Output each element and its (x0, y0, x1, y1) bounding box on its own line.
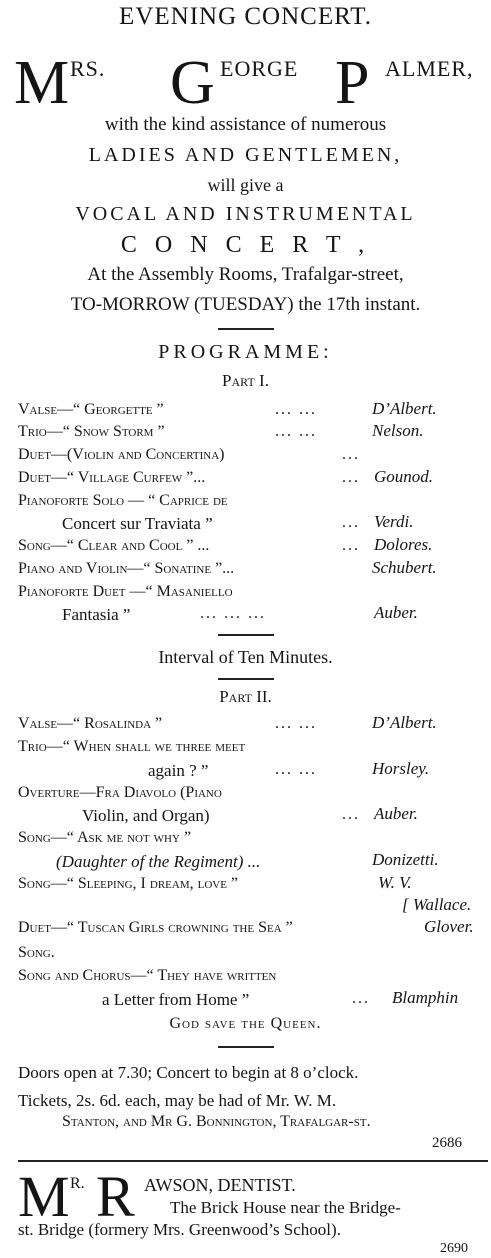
part1-heading: Part I. (222, 371, 269, 390)
part1-item-dots: ... ... ... (200, 605, 266, 622)
interval-line: Interval of Ten Minutes. (158, 647, 333, 667)
will-give-line: will give a (207, 175, 284, 195)
divider (218, 328, 274, 330)
part1-item-label: Duet—“ Village Curfew ”... (18, 469, 206, 486)
part1-item-label: Fantasia ” (62, 605, 131, 624)
host-p-rest: ALMER, (385, 56, 474, 81)
part2-item-label: (Daughter of the Regiment) ... (56, 852, 261, 871)
date-line: TO-MORROW (TUESDAY) the 17th instant. (70, 294, 421, 315)
part2-item-composer: Donizetti. (372, 850, 439, 869)
divider (218, 634, 274, 636)
host-m-rest: RS. (70, 56, 106, 81)
part1-item-label: Valse—“ Georgette ” (18, 401, 164, 418)
part2-item-composer: Blamphin (392, 988, 459, 1007)
dentist-reference-number: 2690 (440, 1241, 468, 1256)
part1-item-composer: Nelson. (372, 421, 424, 440)
part2-item-dots: ... (352, 990, 370, 1007)
concert-word: C O N C E R T , (120, 232, 371, 258)
venue-line: At the Assembly Rooms, Trafalgar-street, (87, 264, 404, 285)
part1-item-composer: Verdi. (374, 512, 414, 531)
part2-item-dots: ... (342, 806, 360, 823)
part2-item-composer: Glover. (424, 917, 474, 936)
dentist-m-initial: M (18, 1164, 70, 1229)
part1-item-composer: Gounod. (374, 467, 434, 486)
god-save-line: God save the Queen. (169, 1015, 322, 1032)
part2-item-label: Valse—“ Rosalinda ” (18, 715, 163, 732)
part2-item-label: Song—“ Ask me not why ” (18, 829, 192, 846)
part2-item-label: again ? ” (148, 761, 209, 780)
part2-item-label: Song and Chorus—“ They have written (18, 967, 277, 984)
part2-item-label: Duet—“ Tuscan Girls crowning the Sea ” (18, 919, 293, 936)
part1-item-dots: ... (342, 514, 360, 531)
divider (218, 678, 274, 680)
ladies-line: LADIES AND GENTLEMEN, (88, 144, 403, 166)
part1-item-label: Duet—(Violin and Concertina) (18, 446, 225, 463)
part1-item-label: Trio—“ Snow Storm ” (18, 423, 165, 440)
part1-item-dots: ... ... (275, 401, 317, 418)
part2-item-composer: Horsley. (372, 759, 430, 778)
host-g-rest: EORGE (220, 56, 299, 81)
ad-separator (18, 1160, 488, 1162)
part1-item-label: Pianoforte Duet —“ Masaniello (18, 583, 233, 600)
dentist-line-2: st. Bridge (formery Mrs. Greenwood’s School). (18, 1220, 341, 1239)
part1-item-label: Pianoforte Solo — “ Caprice de (18, 492, 228, 509)
tickets-line-1: Tickets, 2s. 6d. each, may be had of Mr. W. M. (18, 1091, 337, 1110)
part2-item-label: Song—“ Sleeping, I dream, love ” (18, 875, 239, 892)
vocal-line: VOCAL AND INSTRUMENTAL (75, 203, 416, 225)
host-g-initial: G (170, 49, 215, 117)
part2-item-composer: Auber. (374, 804, 418, 823)
part2-item-label: Trio—“ When shall we three meet (18, 738, 246, 755)
assist-line: with the kind assistance of numerous (104, 114, 387, 135)
part1-item-composer: D’Albert. (372, 399, 437, 418)
part2-heading: Part II. (219, 687, 272, 706)
divider (218, 1046, 274, 1048)
part2-item-label: Overture—Fra Diavolo (Piano (18, 784, 222, 801)
part1-item-composer: Auber. (374, 603, 418, 622)
part1-item-dots: ... (342, 446, 360, 463)
part1-item-composer: Dolores. (374, 535, 433, 554)
part2-item-composer: [ Wallace. (402, 895, 472, 914)
programme-heading: PROGRAMME: (158, 341, 333, 363)
part2-item-label: Song. (18, 944, 55, 961)
part2-item-dots: ... ... (275, 761, 317, 778)
part1-item-label: Concert sur Traviata ” (62, 514, 213, 533)
dentist-line-1: The Brick House near the Bridge- (170, 1198, 401, 1217)
dentist-name-rest: AWSON, DENTIST. (144, 1175, 296, 1195)
dentist-r-initial: R (96, 1164, 135, 1229)
host-p-initial: P (335, 49, 370, 117)
part2-item-label: Violin, and Organ) (82, 806, 210, 825)
part1-item-dots: ... (342, 537, 360, 554)
host-m-initial: M (14, 49, 70, 117)
part2-item-label: a Letter from Home ” (102, 990, 250, 1009)
part2-item-composer: W. V. (378, 873, 412, 892)
part2-item-dots: ... ... (275, 715, 317, 732)
part2-item-composer: D’Albert. (372, 713, 437, 732)
part1-item-label: Piano and Violin—“ Sonatine ”... (18, 560, 235, 577)
part1-item-label: Song—“ Clear and Cool ” ... (18, 537, 210, 554)
part1-item-composer: Schubert. (372, 558, 437, 577)
part1-item-dots: ... (342, 469, 360, 486)
dentist-m-rest: R. (70, 1175, 85, 1192)
concert-heading: EVENING CONCERT. (119, 3, 372, 30)
part1-item-dots: ... ... (275, 423, 317, 440)
tickets-line-2: Stanton, and Mr G. Bonnington, Trafalgar-st. (62, 1113, 371, 1130)
doors-line: Doors open at 7.30; Concert to begin at 8 o’clock. (18, 1063, 359, 1082)
ad-reference-number: 2686 (432, 1135, 462, 1151)
